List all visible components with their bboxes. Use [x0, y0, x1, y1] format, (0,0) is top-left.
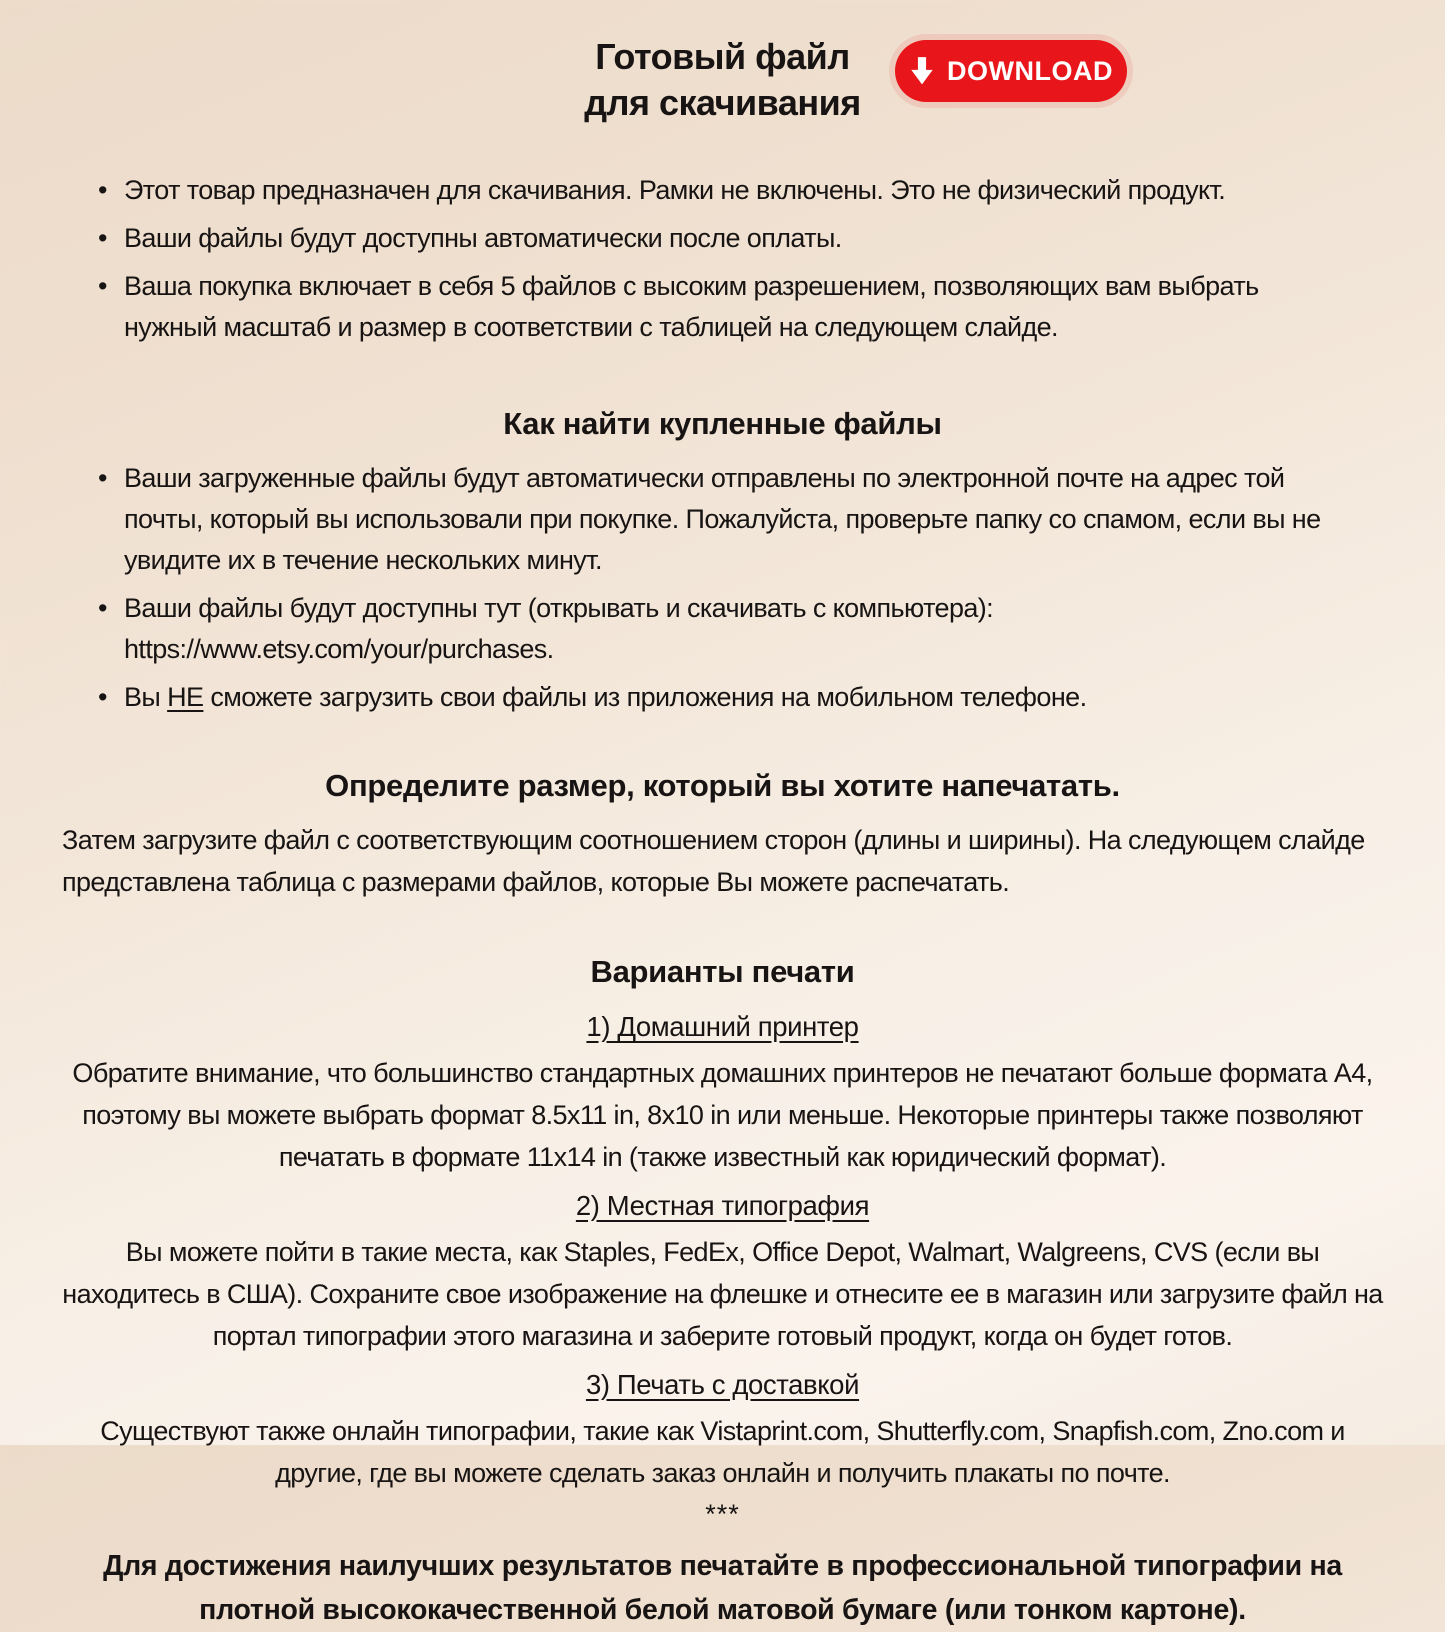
- page-title-line1: Готовый файл: [595, 36, 850, 77]
- download-button-label: DOWNLOAD: [947, 55, 1113, 86]
- best-results-note: Для достижения наилучших результатов печатайте в профессиональной типографии на плотной высококачественной белой матовой бумаге (или тонком картоне).: [103, 1549, 1342, 1626]
- section-heading-choose-size: Определите размер, который вы хотите напечатать.: [325, 768, 1120, 804]
- print-option-body-home-printer: Обратите внимание, что большинство стандартных домашних принтеров не печатают больше формата А4, поэтому вы можете выбрать формат 8.5x11 in, 8x10 in или меньше. Некоторые принтеры также позволяют печатать в формате 11x14 in (также известный как юридический формат).: [72, 1058, 1373, 1172]
- emphasized-word: НЕ: [167, 682, 204, 713]
- choose-size-paragraph: Затем загрузите файл с соответствующим соотношением сторон (длины и ширины). На следующем слайде представлена таблица с размерами файлов, которые Вы можете распечатать.: [62, 825, 1365, 898]
- print-option-body-local-printshop: Вы можете пойти в такие места, как Staples, FedEx, Office Depot, Walmart, Walgreens, CVS (если вы находитесь в США). Сохраните свое изображение на флешке и отнесите ее в магазин или загрузите файл на портал типографии этого магазина и заберите готовый продукт, когда он будет готов.: [62, 1237, 1383, 1351]
- download-arrow-icon: [909, 56, 935, 86]
- bullet-text: Вы: [124, 682, 168, 713]
- bullet-text: сможете загрузить свои файлы из приложения на мобильном телефоне.: [203, 682, 1087, 713]
- find-files-bullet-list: [96, 458, 1336, 718]
- print-option-body-mail-printing: Существуют также онлайн типографии, такие как Vistaprint.com, Shutterfly.com, Snapfish.com, Zno.com и другие, где вы можете сделать заказ онлайн и получить плакаты по почте.: [100, 1415, 1345, 1488]
- page-title-line2: для скачивания: [584, 82, 861, 124]
- purchases-url: https://www.etsy.com/your/purchases.: [124, 634, 554, 665]
- page-title: [62, 34, 1383, 126]
- download-button[interactable]: [895, 40, 1127, 102]
- section-heading-print-options: Варианты печати: [590, 954, 855, 989]
- print-option-label-local-printshop: 2) Местная типография: [575, 1189, 870, 1221]
- list-item: • Ваши загруженные файлы будут автоматически отправлены по электронной почте на адрес той почты, который вы использовали при покупке. Пожалуйста, проверьте папку со спамом, если вы не увидите их в течение нескольких минут.: [96, 458, 1336, 581]
- bullet-text: Ваши файлы будут доступны тут (открывать и скачивать с компьютера):: [124, 593, 994, 624]
- list-item: • Ваши файлы будут доступны автоматически после оплаты.: [96, 218, 1336, 259]
- list-item: • Ваша покупка включает в себя 5 файлов с высоким разрешением, позволяющих вам выбрать нужный масштаб и размер в соответствии с таблицей на следующем слайде.: [96, 266, 1336, 348]
- intro-bullet-list: [96, 170, 1336, 348]
- section-heading-find-files: Как найти купленные файлы: [503, 406, 942, 442]
- asterisk-separator: ***: [705, 1498, 740, 1529]
- list-item: • Этот товар предназначен для скачивания. Рамки не включены. Это не физический продукт.: [96, 170, 1336, 211]
- print-option-label-mail-printing: 3) Печать с доставкой: [585, 1368, 860, 1400]
- list-item: [96, 588, 1336, 670]
- print-option-label-home-printer: 1) Домашний принтер: [586, 1011, 859, 1042]
- list-item: [96, 677, 1336, 718]
- header: [62, 34, 1383, 156]
